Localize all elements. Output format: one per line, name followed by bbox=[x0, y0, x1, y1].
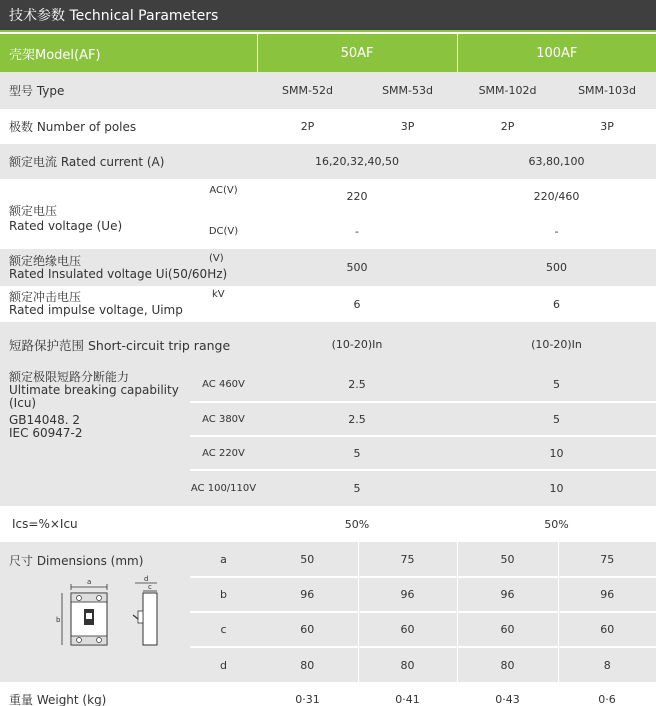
title-bar bbox=[0, 0, 656, 32]
current-row bbox=[0, 144, 656, 179]
poles-label: 极数 Number of poles bbox=[0, 109, 257, 144]
dim-value: 50 bbox=[257, 542, 358, 577]
page-title: 技术参数 Technical Parameters bbox=[9, 8, 219, 24]
dim-value: 60 bbox=[257, 612, 358, 647]
col-100af: 100AF bbox=[457, 34, 656, 72]
poles-value: 2P bbox=[457, 109, 558, 144]
type-row bbox=[0, 72, 656, 109]
insulated-row bbox=[0, 249, 656, 286]
breaking-50af: 2.5 bbox=[257, 367, 457, 402]
voltage-ac-50af: 220 bbox=[257, 179, 457, 214]
model-af-label: 壳架Model(AF) bbox=[0, 34, 257, 72]
current-50af: 16,20,32,40,50 bbox=[257, 144, 457, 179]
weight-value: 0·6 bbox=[558, 682, 656, 706]
weight-row bbox=[0, 682, 656, 706]
dim-key: b bbox=[190, 577, 257, 612]
breaking-row-460 bbox=[0, 367, 656, 402]
breaking-100af: 10 bbox=[457, 436, 656, 470]
col-50af: 50AF bbox=[257, 34, 457, 72]
impulse-label bbox=[0, 286, 257, 322]
trip-label: 短路保护范围 Short-circuit trip range bbox=[0, 322, 257, 367]
insulated-label bbox=[0, 249, 257, 286]
voltage-label-cn: 额定电压 bbox=[9, 203, 58, 218]
insulated-label-cn: 额定绝缘电压 bbox=[9, 253, 82, 268]
voltage-ac-row bbox=[0, 179, 656, 214]
breaking-50af: 5 bbox=[257, 436, 457, 470]
title-accent-line bbox=[0, 30, 656, 32]
voltage-ac-100af: 220/460 bbox=[457, 179, 656, 214]
dim-value: 8 bbox=[558, 647, 656, 682]
voltage-dc-100af: - bbox=[457, 214, 656, 249]
breaking-unit: AC 380V bbox=[190, 402, 257, 436]
breaking-unit: AC 220V bbox=[190, 436, 257, 470]
dim-label-a: a bbox=[87, 578, 92, 586]
dim-label-d: d bbox=[144, 575, 149, 583]
dim-value: 60 bbox=[558, 612, 656, 647]
dim-value: 75 bbox=[558, 542, 656, 577]
dim-value: 80 bbox=[358, 647, 457, 682]
breaking-100af: 5 bbox=[457, 367, 656, 402]
type-value: SMM-53d bbox=[358, 72, 457, 109]
trip-row bbox=[0, 322, 656, 367]
breaking-100af: 5 bbox=[457, 402, 656, 436]
dim-value: 96 bbox=[558, 577, 656, 612]
type-value: SMM-103d bbox=[558, 72, 656, 109]
poles-value: 3P bbox=[358, 109, 457, 144]
insulated-label-en: Rated Insulated voltage Ui(50/60Hz) bbox=[9, 266, 228, 281]
voltage-label bbox=[0, 179, 190, 249]
dim-key: a bbox=[190, 542, 257, 577]
standard-gb: GB14048. 2 bbox=[9, 413, 80, 427]
dim-value: 50 bbox=[457, 542, 558, 577]
insulated-unit: (V) bbox=[209, 252, 224, 264]
type-label: 型号 Type bbox=[0, 72, 257, 109]
dim-label-c: c bbox=[148, 583, 152, 591]
poles-value: 3P bbox=[558, 109, 656, 144]
dimensions-label: 尺寸 Dimensions (mm) bbox=[9, 554, 144, 568]
trip-100af: (10-20)In bbox=[457, 322, 656, 367]
dim-value: 80 bbox=[257, 647, 358, 682]
breaking-unit: AC 460V bbox=[190, 367, 257, 402]
dim-value: 96 bbox=[358, 577, 457, 612]
ics-100af: 50% bbox=[457, 506, 656, 542]
dc-unit: DC(V) bbox=[190, 214, 257, 249]
impulse-50af: 6 bbox=[257, 286, 457, 322]
voltage-label-en: Rated voltage (Ue) bbox=[9, 218, 123, 233]
type-value: SMM-52d bbox=[257, 72, 358, 109]
dim-value: 60 bbox=[358, 612, 457, 647]
weight-value: 0·31 bbox=[257, 682, 358, 706]
breaking-50af: 5 bbox=[257, 470, 457, 506]
ac-unit: AC(V) bbox=[190, 179, 257, 214]
dim-value: 60 bbox=[457, 612, 558, 647]
dim-key: c bbox=[190, 612, 257, 647]
impulse-row bbox=[0, 286, 656, 322]
breaker-dimension-diagram bbox=[49, 575, 169, 655]
insulated-50af: 500 bbox=[257, 249, 457, 286]
standard-iec: IEC 60947-2 bbox=[9, 426, 83, 440]
current-100af: 63,80,100 bbox=[457, 144, 656, 179]
breaking-100af: 10 bbox=[457, 470, 656, 506]
insulated-100af: 500 bbox=[457, 249, 656, 286]
weight-label: 重量 Weight (kg) bbox=[0, 682, 257, 706]
ics-row bbox=[0, 506, 656, 542]
breaking-50af: 2.5 bbox=[257, 402, 457, 436]
breaking-label-en2: (Icu) bbox=[9, 396, 37, 410]
ics-50af: 50% bbox=[257, 506, 457, 542]
dim-value: 80 bbox=[457, 647, 558, 682]
poles-row bbox=[0, 109, 656, 144]
spec-table bbox=[0, 34, 656, 706]
weight-value: 0·41 bbox=[358, 682, 457, 706]
impulse-label-en: Rated impulse voltage, Uimp bbox=[9, 303, 183, 317]
breaking-unit: AC 100/110V bbox=[190, 470, 257, 506]
voltage-dc-50af: - bbox=[257, 214, 457, 249]
impulse-unit: kV bbox=[212, 289, 225, 300]
impulse-label-cn: 额定冲击电压 bbox=[9, 290, 82, 304]
dim-label-b: b bbox=[56, 616, 61, 624]
poles-value: 2P bbox=[257, 109, 358, 144]
weight-value: 0·43 bbox=[457, 682, 558, 706]
breaking-label bbox=[0, 367, 190, 506]
breaking-label-en1: Ultimate breaking capability bbox=[9, 383, 179, 397]
dim-value: 75 bbox=[358, 542, 457, 577]
dim-value: 96 bbox=[457, 577, 558, 612]
type-value: SMM-102d bbox=[457, 72, 558, 109]
ics-label: Ics=%×Icu bbox=[0, 506, 257, 542]
trip-50af: (10-20)In bbox=[257, 322, 457, 367]
current-label: 额定电流 Rated current (A) bbox=[0, 144, 257, 179]
dim-row-a bbox=[0, 542, 656, 577]
header-row bbox=[0, 34, 656, 72]
dim-value: 96 bbox=[257, 577, 358, 612]
impulse-100af: 6 bbox=[457, 286, 656, 322]
dimensions-cell bbox=[0, 542, 190, 682]
dim-key: d bbox=[190, 647, 257, 682]
breaking-label-cn: 额定极限短路分断能力 bbox=[9, 370, 130, 384]
